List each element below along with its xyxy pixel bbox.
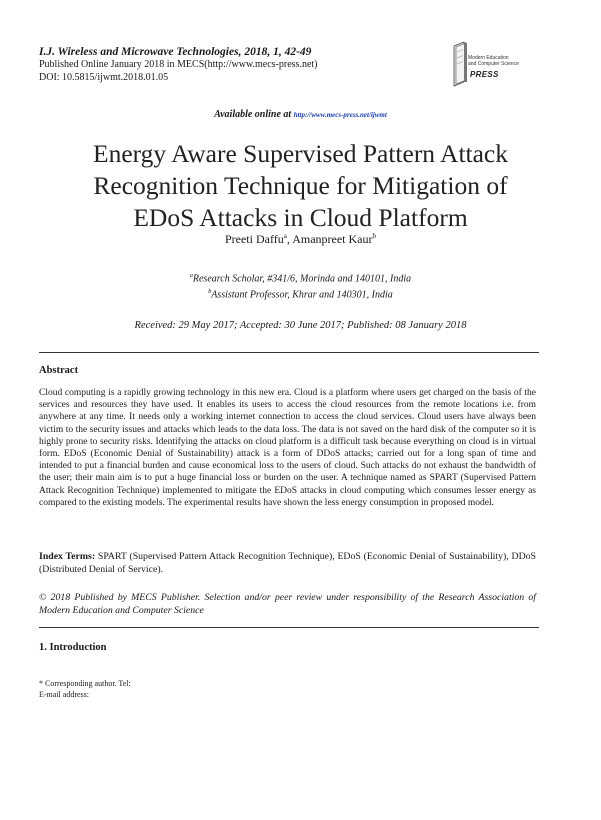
copyright-notice: © 2018 Published by MECS Publisher. Selection and/or peer review under responsibility of the Research Association of Modern Education and Computer Science xyxy=(39,592,536,616)
corresponding-author: * Corresponding author. Tel: xyxy=(39,679,131,688)
journal-url-link[interactable]: http://www.mecs-press.net/ijwmt xyxy=(293,111,387,119)
journal-header xyxy=(39,45,439,84)
title-line-1: Energy Aware Supervised Pattern Attack xyxy=(93,139,508,168)
affiliation-a xyxy=(0,270,601,286)
author-list xyxy=(0,232,601,247)
affiliation-b xyxy=(0,286,601,302)
logo-press: PRESS xyxy=(470,70,499,79)
title-line-2: Recognition Technique for Mitigation of xyxy=(93,171,508,200)
divider-bottom xyxy=(39,627,539,628)
publication-info: Published Online January 2018 in MECS(http://www.mecs-press.net) xyxy=(39,59,318,70)
submission-dates: Received: 29 May 2017; Accepted: 30 June 2017; Published: 08 January 2018 xyxy=(134,320,467,331)
introduction-heading: 1. Introduction xyxy=(39,642,107,653)
abstract-body: Cloud computing is a rapidly growing technology in this new era. Cloud is a platform where users get charged on the basis of the services and resources they have used. It enables its users to access the cloud resources from the remote locations i.e. from anywhere at any time. It needs only a working internet connection to access the cloud services. Cloud users have always been victim to the security issues and attacks which leads to the data loss. The data is not saved on the hard disk of the computer so it is highly prone to security risks. Identifying the attacks on cloud platform is a difficult task because everything on cloud is in virtual form. EDoS (Economic Denial of Sustainability) attack is a form of DDoS attacks; carried out for a long span of time and intended to put a financial burden and cause economical loss to the users of cloud. Such attacks do not exhaust the bandwidth of the user; their main aim is to put a huge financial loss or burden on the user. A technique named as SPART (Supervised Pattern Attack Recognition Technique) implemented to mitigate the EDoS attacks in cloud computing which consumes lesser energy as compared to the existing models. The experimental results have shown the less energy consumption in proposed model. xyxy=(39,388,536,508)
affiliation-b-mark: b xyxy=(208,288,212,295)
abstract-heading: Abstract xyxy=(39,365,79,376)
index-terms xyxy=(39,551,536,576)
journal-citation xyxy=(39,45,439,59)
index-terms-label: Index Terms: xyxy=(39,551,96,562)
author-separator: , xyxy=(286,232,293,246)
email-address: E-mail address: xyxy=(39,689,89,699)
logo-line-1: Modern Education xyxy=(468,55,509,61)
available-online xyxy=(0,109,601,120)
paper-title xyxy=(30,138,571,234)
journal-name: I.J. Wireless and Microwave Technologies, xyxy=(39,46,242,58)
logo-text xyxy=(468,56,519,67)
footnote xyxy=(39,679,131,700)
author-2: Amanpreet Kaur xyxy=(292,232,373,246)
logo-line-2: and Computer Science xyxy=(468,60,519,67)
author-1: Preeti Daffu xyxy=(224,232,284,246)
divider-top xyxy=(39,352,539,353)
affiliations xyxy=(0,270,601,302)
index-terms-text: SPART (Supervised Pattern Attack Recognition Technique), EDoS (Economic Denial of Sustainability), DDoS (Distributed Denial of Service). xyxy=(39,551,536,575)
author-1-affil-mark: a xyxy=(283,232,287,240)
journal-issue: 2018, 1, 42-49 xyxy=(244,46,312,58)
affiliation-a-text: Research Scholar, #341/6, Morinda and 140101, India xyxy=(192,273,412,285)
publisher-logo xyxy=(452,38,562,88)
doi: DOI: 10.5815/ijwmt.2018.01.05 xyxy=(39,71,169,83)
affiliation-a-mark: a xyxy=(189,273,193,279)
affiliation-b-text: Assistant Professor, Khrar and 140301, India xyxy=(211,289,393,301)
available-label: Available online at xyxy=(214,109,292,120)
author-2-affil-mark: b xyxy=(372,232,376,240)
title-line-3: EDoS Attacks in Cloud Platform xyxy=(133,203,468,232)
